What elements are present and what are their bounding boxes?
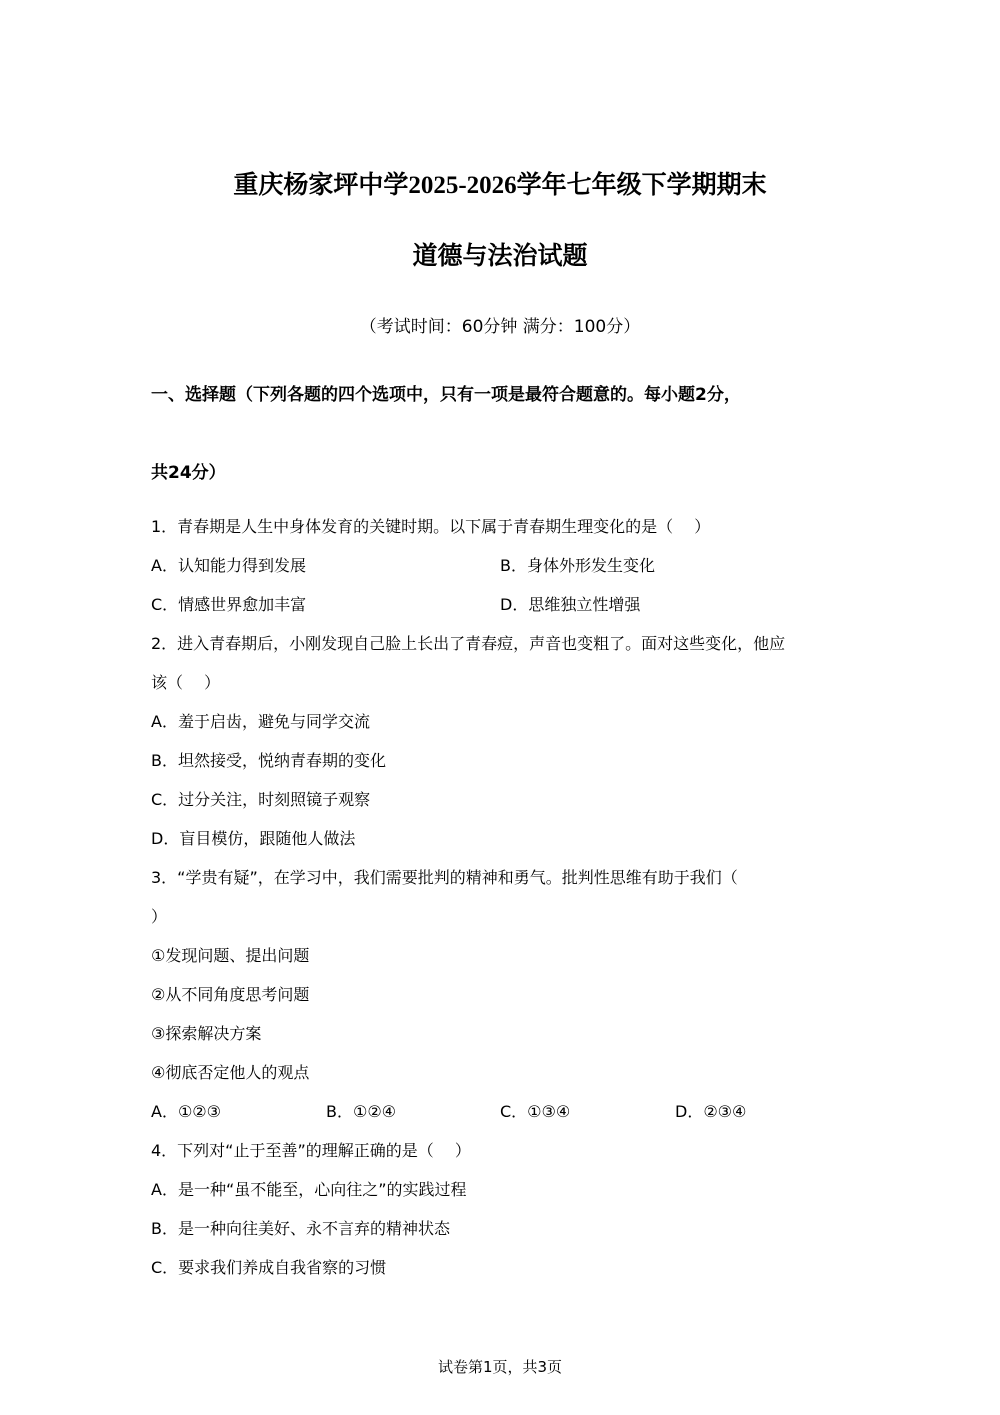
question-1-stem: 1．青春期是人生中身体发育的关键时期。以下属于青春期生理变化的是（ ） (151, 517, 711, 536)
question-4-stem: 4．下列对“止于至善”的理解正确的是（ ） (151, 1141, 471, 1160)
section-heading-line1: 一、选择题（下列各题的四个选项中，只有一项是最符合题意的。每小题2分， (151, 385, 741, 405)
question-2-option-a: A．羞于启齿，避免与同学交流 (151, 712, 370, 731)
question-3-item-1: ①发现问题、提出问题 (151, 946, 310, 965)
question-4-option-b: B．是一种向往美好、永不言弃的精神状态 (151, 1219, 450, 1238)
exam-subtitle: 道德与法治试题 (412, 243, 588, 270)
exam-info: （考试时间：60分钟 满分：100分） (359, 317, 641, 337)
question-2-option-b: B．坦然接受，悦纳青春期的变化 (151, 751, 386, 770)
question-1-option-d: D．思维独立性增强 (500, 595, 641, 614)
question-1-option-b: B．身体外形发生变化 (500, 556, 655, 575)
question-1-option-a: A．认知能力得到发展 (151, 556, 306, 575)
question-2-option-d: D．盲目模仿，跟随他人做法 (151, 829, 356, 848)
question-4-option-c: C．要求我们养成自我省察的习惯 (151, 1258, 387, 1277)
question-4-option-a: A．是一种“虽不能至，心向往之”的实践过程 (151, 1180, 467, 1199)
question-2-stem-line2: 该（ ） (151, 673, 221, 692)
question-3-item-4: ④彻底否定他人的观点 (151, 1063, 310, 1082)
question-3-stem-line1: 3．“学贵有疑”，在学习中，我们需要批判的精神和勇气。批判性思维有助于我们（ (151, 868, 738, 887)
section-heading-line2: 共24分） (151, 463, 226, 483)
question-3-item-2: ②从不同角度思考问题 (151, 985, 310, 1004)
question-3-option-a: A．①②③ (151, 1102, 221, 1121)
question-2-option-c: C．过分关注，时刻照镜子观察 (151, 790, 371, 809)
question-3-item-3: ③探索解决方案 (151, 1024, 262, 1043)
question-1-option-c: C．情感世界愈加丰富 (151, 595, 307, 614)
question-2-stem-line1: 2．进入青春期后，小刚发现自己脸上长出了青春痘，声音也变粗了。面对这些变化，他应 (151, 634, 786, 653)
exam-title: 重庆杨家坪中学2025-2026学年七年级下学期期末 (233, 172, 767, 199)
page-footer: 试卷第1页，共3页 (437, 1358, 563, 1376)
question-3-option-d: D．②③④ (675, 1102, 747, 1121)
question-3-stem-line2: ） (151, 907, 168, 926)
question-3-option-b: B．①②④ (326, 1102, 397, 1121)
question-3-option-c: C．①③④ (500, 1102, 571, 1121)
